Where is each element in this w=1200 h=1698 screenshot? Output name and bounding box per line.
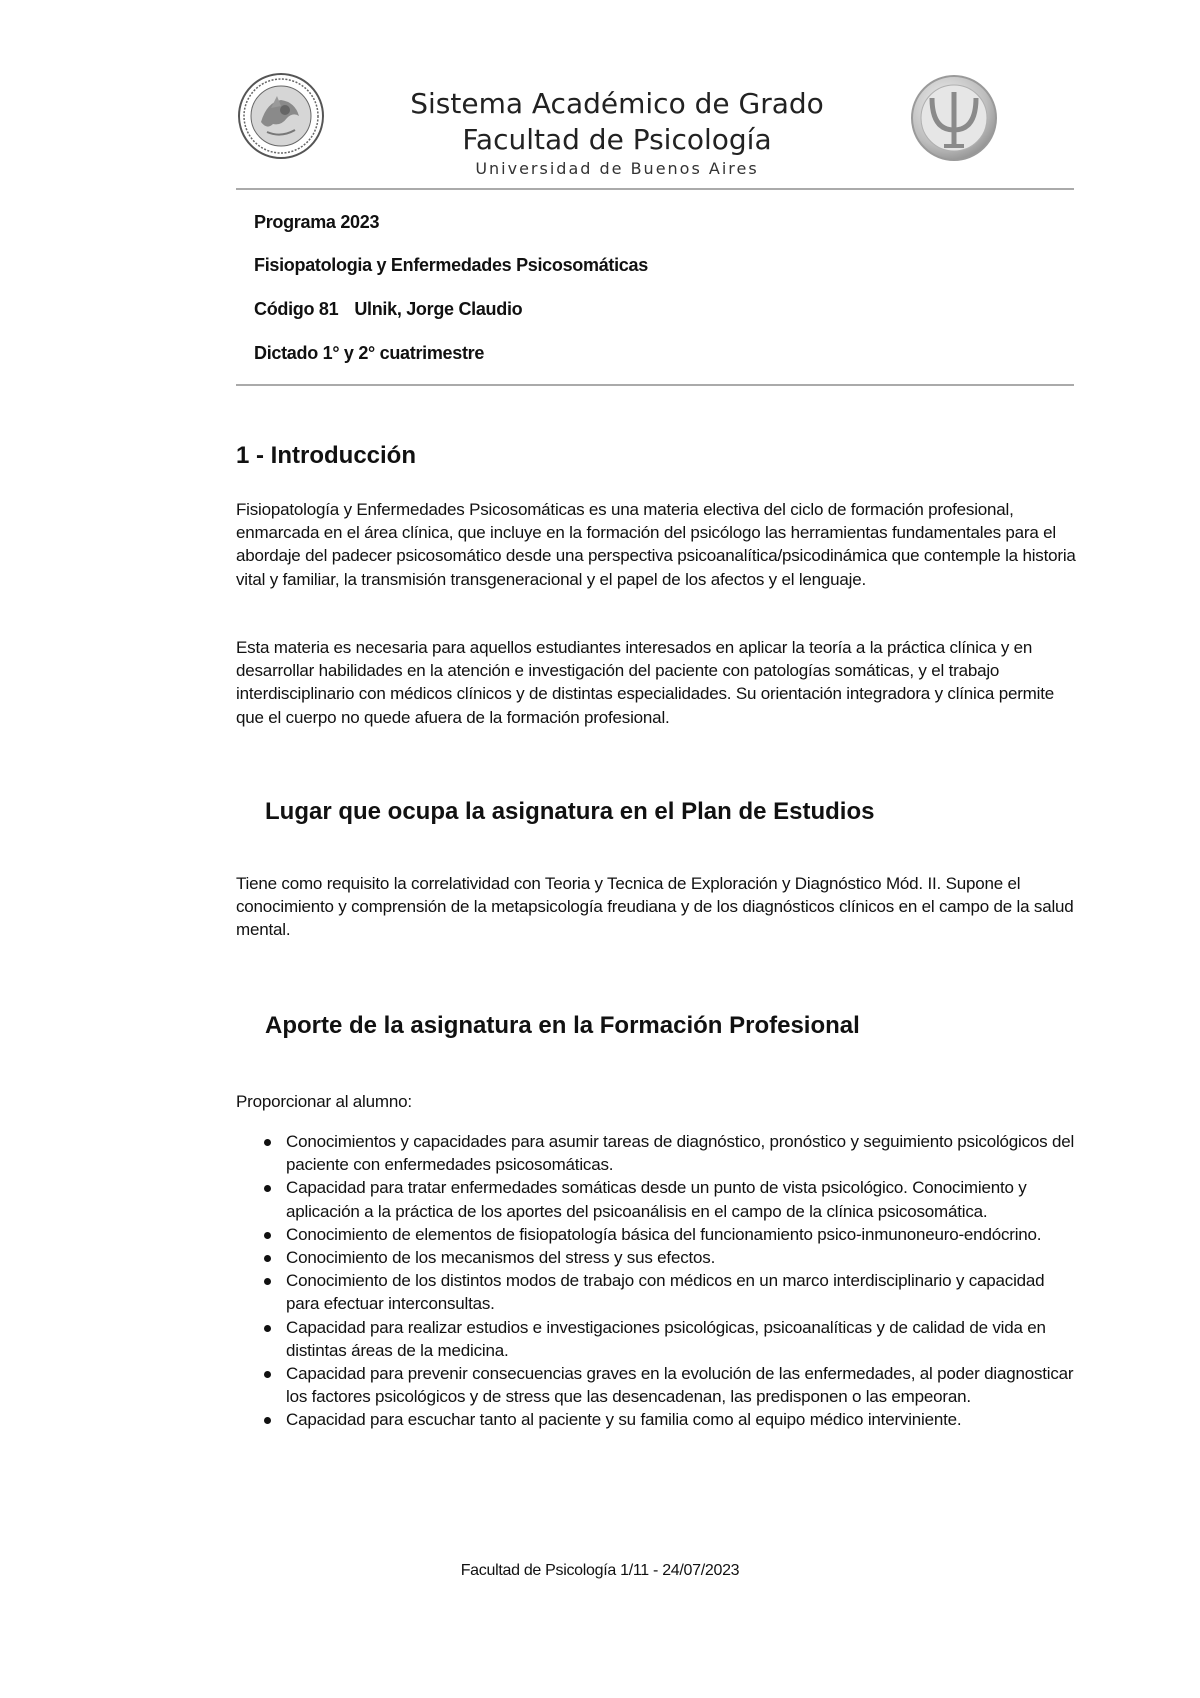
contribution-list bbox=[262, 1130, 1076, 1432]
bullet-icon bbox=[264, 1371, 271, 1378]
list-item: Conocimiento de los distintos modos de trabajo con médicos en un marco interdisciplinario y capacidad para efectuar interconsultas. bbox=[262, 1269, 1076, 1315]
section-title-contribution: Aporte de la asignatura en la Formación Profesional bbox=[265, 1012, 860, 1039]
program-divider bbox=[236, 384, 1074, 386]
bullet-icon bbox=[264, 1417, 271, 1424]
list-item: Conocimiento de los mecanismos del stress y sus efectos. bbox=[262, 1246, 1076, 1269]
program-professor: Ulnik, Jorge Claudio bbox=[354, 299, 523, 319]
page-footer: Facultad de Psicología 1/11 - 24/07/2023 bbox=[460, 1562, 740, 1579]
contribution-intro: Proporcionar al alumno: bbox=[236, 1092, 412, 1111]
system-title: Sistema Académico de Grado bbox=[410, 87, 824, 120]
list-item: Capacidad para realizar estudios e investigaciones psicológicas, psicoanalíticas y de calidad de vida en distintas áreas de la medicina. bbox=[262, 1316, 1076, 1362]
list-item: Capacidad para escuchar tanto al paciente y su familia como al equipo médico interviniente. bbox=[262, 1408, 1076, 1431]
program-code: Código 81 bbox=[254, 299, 339, 319]
faculty-title: Facultad de Psicología bbox=[462, 123, 772, 156]
section-title-place: Lugar que ocupa la asignatura en el Plan de Estudios bbox=[265, 798, 875, 825]
bullet-icon bbox=[264, 1255, 271, 1262]
program-year: Programa 2023 bbox=[254, 212, 380, 232]
university-subtitle: Universidad de Buenos Aires bbox=[475, 159, 759, 178]
intro-paragraph-1: Fisiopatología y Enfermedades Psicosomáticas es una materia electiva del ciclo de formación profesional, enmarcada en el área clínica, que incluye en la formación del psicólogo las herramientas fundamentales para el abordaje del padecer psicosomático desde una perspectiva psicoanalítica/psicodinámica que contemple la historia vital y familiar, la transmisión transgeneracional y el papel de los afectos y el lenguaje. bbox=[236, 500, 1076, 589]
psi-symbol-icon bbox=[910, 72, 998, 166]
header-title-block bbox=[330, 86, 904, 180]
bullet-icon bbox=[264, 1278, 271, 1285]
program-code-professor bbox=[254, 299, 522, 320]
program-schedule: Dictado 1° y 2° cuatrimestre bbox=[254, 343, 485, 363]
program-subject: Fisiopatologia y Enfermedades Psicosomáticas bbox=[254, 255, 648, 275]
bullet-icon bbox=[264, 1139, 271, 1146]
header-divider bbox=[236, 188, 1074, 190]
list-item: Conocimientos y capacidades para asumir tareas de diagnóstico, pronóstico y seguimiento psicológicos del paciente con enfermedades psicosomáticas. bbox=[262, 1130, 1076, 1176]
place-paragraph: Tiene como requisito la correlatividad con Teoria y Tecnica de Exploración y Diagnóstico Mód. II. Supone el conocimiento y comprensión de la metapsicología freudiana y de los diagnósticos clínicos en el campo de la salud mental. bbox=[236, 874, 1074, 940]
list-item: Capacidad para prevenir consecuencias graves en la evolución de las enfermedades, al poder diagnosticar los factores psicológicos y de stress que las desencadenan, las predisponen o las empeoran. bbox=[262, 1362, 1076, 1408]
section-title-intro: 1 - Introducción bbox=[236, 442, 416, 469]
bullet-icon bbox=[264, 1325, 271, 1332]
intro-paragraph-2: Esta materia es necesaria para aquellos estudiantes interesados en aplicar la teoría a la práctica clínica y en desarrollar habilidades en la atención e investigación del paciente con patologías somáticas, y el trabajo interdisciplinario con médicos clínicos y de distintas especialidades. Su orientación integradora y clínica permite que el cuerpo no quede afuera de la formación profesional. bbox=[236, 638, 1054, 727]
bullet-icon bbox=[264, 1185, 271, 1192]
list-item: Conocimiento de elementos de fisiopatología básica del funcionamiento psico-inmunoneuro-endócrino. bbox=[262, 1223, 1076, 1246]
list-item: Capacidad para tratar enfermedades somáticas desde un punto de vista psicológico. Conocimiento y aplicación a la práctica de los aportes del psicoanálisis en el campo de la clínica psicosomática. bbox=[262, 1176, 1076, 1222]
uba-seal-icon bbox=[237, 72, 325, 160]
bullet-icon bbox=[264, 1232, 271, 1239]
